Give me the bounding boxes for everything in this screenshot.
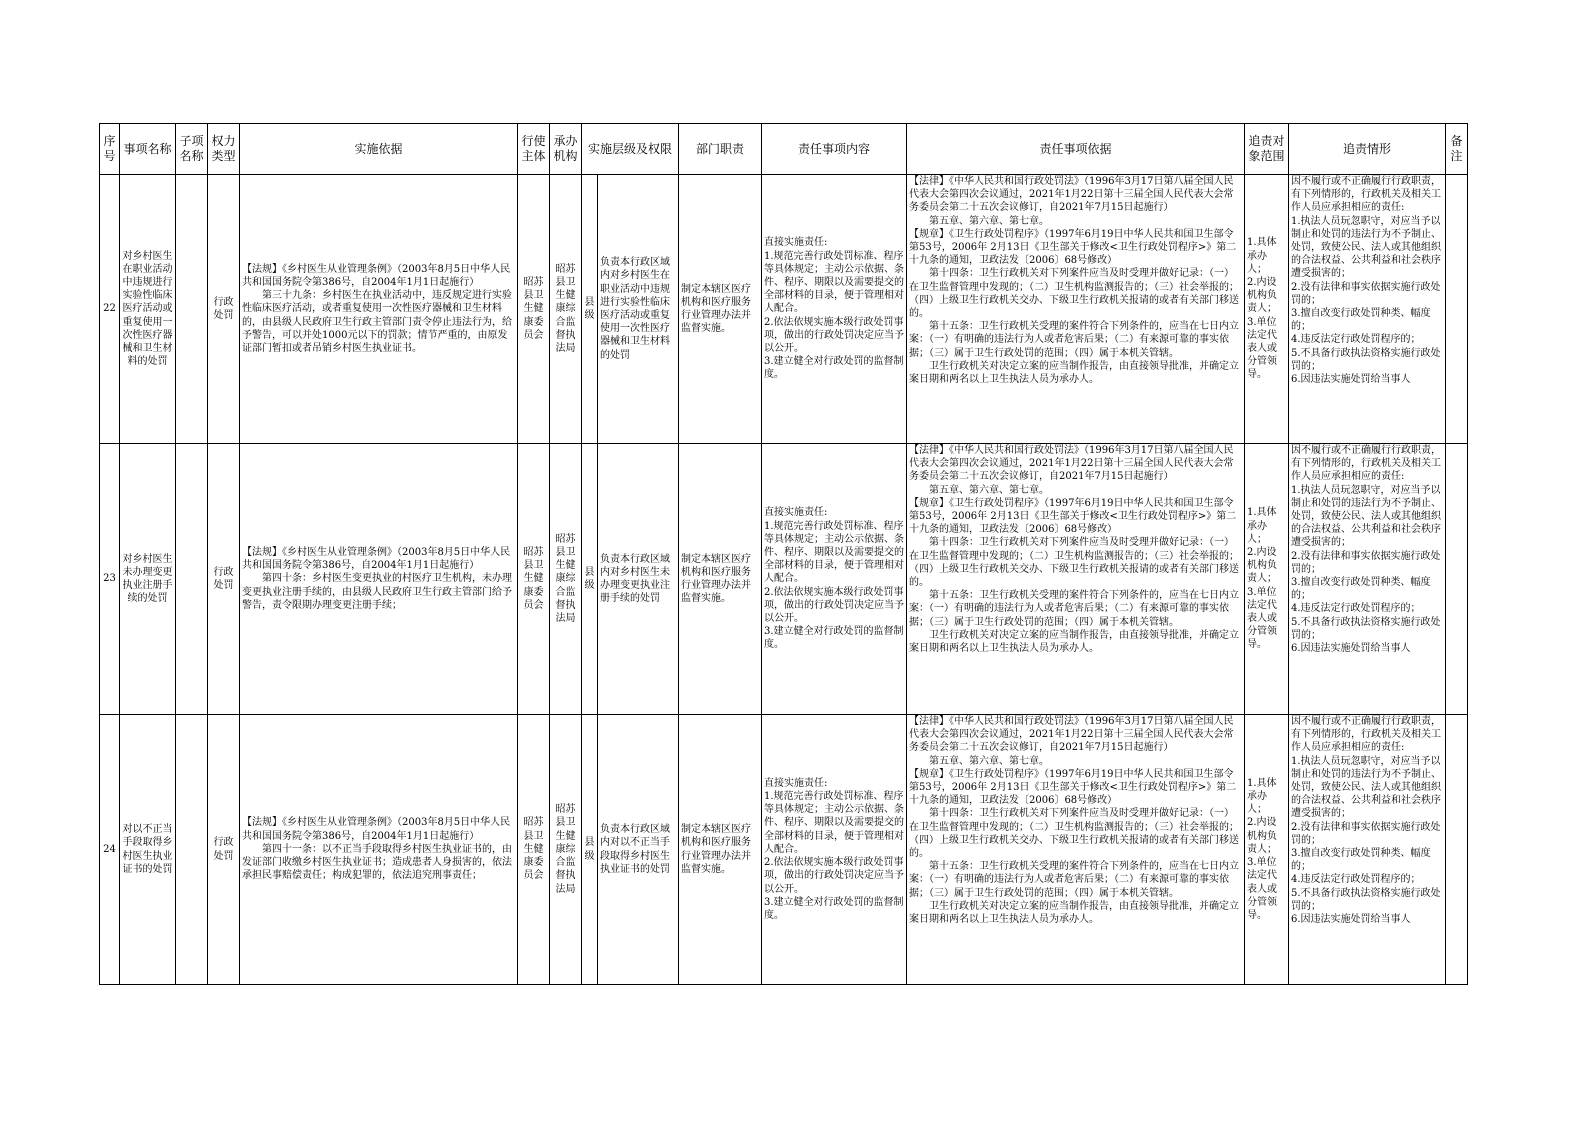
circumstances-text: 因不履行或不正确履行行政职责，有下列情形的，行政机关及相关工作人员应承担相应的责任: 1.执法人员玩忽职守，对应当予以制止和处罚的违法行为不予制止、处罚，致使公民、法人或其他组织的合法权益、公共利益和社会秩序遭受损害的； 2.没有法律和事实依据实施行政处罚的； 3.擅自改变行政处罚种类、幅度的； 4.违反法定行政处罚程序的； 5.不具备行政执法资格实施行政处罚的； 6.因违法实施处罚给当事人 bbox=[1291, 716, 1441, 926]
row-content: 直接实施责任: 1.规范完善行政处罚标准、程序等具体规定；主动公示依据、条件、程序、期限以及需要提交的全部材料的目录，便于管理相对人配合。 2.依法依规实施本级行政处罚事项，做出的行政处罚决定应当予以公开。 3.建立健全对行政处罚的监督制度。 bbox=[762, 175, 907, 444]
header-scope: 追责对象范围 bbox=[1245, 124, 1289, 175]
row-basis bbox=[240, 715, 518, 985]
row-level: 县级 bbox=[582, 444, 598, 715]
header-duty: 部门职责 bbox=[679, 124, 762, 175]
row-level: 县级 bbox=[582, 175, 598, 444]
resp-article-14: 第十四条：卫生行政机关对下列案件应当及时受理并做好记录：（一）在卫生监督管理中发现的；（二）卫生机构监测报告的；（三）社会举报的；（四）上级卫生行政机关交办、下级卫生行政机关报请的或者有关部门移送的。 bbox=[909, 268, 1239, 320]
row-name: 对乡村医生未办理变更执业注册手续的处罚 bbox=[120, 444, 176, 715]
header-row bbox=[100, 124, 1468, 175]
resp-article-16: 卫生行政机关对决定立案的应当制作报告，由直接领导批准，并确定立案日期和两名以上卫生执法人员为承办人。 bbox=[909, 900, 1239, 926]
resp-law: 【法律】《中华人民共和国行政处罚法》（1996年3月17日第八届全国人民代表大会第四次会议通过，2021年1月22日第十三届全国人民代表大会常务委员会第二十五次会议修订，自2021年7月15日起施行） bbox=[909, 716, 1234, 754]
resp-regulation: 【规章】《卫生行政处罚程序》（1997年6月19日中华人民共和国卫生部令第53号，2006年 2月13日《卫生部关于修改<卫生行政处罚程序>》第二十九条的通知，卫政法发〔2006〕68号修改） bbox=[909, 497, 1237, 536]
row-sub bbox=[176, 715, 208, 985]
resp-article-16: 卫生行政机关对决定立案的应当制作报告，由直接领导批准，并确定立案日期和两名以上卫生执法人员为承办人。 bbox=[909, 360, 1239, 386]
row-basis bbox=[240, 175, 518, 444]
resp-article-15: 第十五条：卫生行政机关受理的案件符合下列条件的，应当在七日内立案：（一）有明确的违法行为人或者危害后果；（二）有来源可靠的事实依据；（三）属于卫生行政处罚的范围；（四）属于本机关管辖。 bbox=[909, 861, 1239, 899]
resp-law-chapters: 第五章、第六章、第七章。 bbox=[929, 215, 1049, 227]
row-org: 昭苏县卫生健康综合监督执法局 bbox=[550, 444, 582, 715]
resp-article-16: 卫生行政机关对决定立案的应当制作报告，由直接领导批准，并确定立案日期和两名以上卫生执法人员为承办人。 bbox=[909, 629, 1239, 655]
row-subject: 昭苏县卫生健康委员会 bbox=[518, 715, 550, 985]
table-row bbox=[100, 444, 1468, 715]
row-subject: 昭苏县卫生健康委员会 bbox=[518, 175, 550, 444]
header-subject: 行使主体 bbox=[518, 124, 550, 175]
header-no: 序号 bbox=[100, 124, 120, 175]
row-name: 对乡村医生在职业活动中违规进行实验性临床医疗活动或重复使用一次性医疗器械和卫生材料的处罚 bbox=[120, 175, 176, 444]
circumstances-text: 因不履行或不正确履行行政职责，有下列情形的，行政机关及相关工作人员应承担相应的责任: 1.执法人员玩忽职守，对应当予以制止和处罚的违法行为不予制止、处罚，致使公民、法人或其他组织的合法权益、公共利益和社会秩序遭受损害的； 2.没有法律和事实依据实施行政处罚的； 3.擅自改变行政处罚种类、幅度的； 4.违反法定行政处罚程序的； 5.不具备行政执法资格实施行政处罚的； 6.因违法实施处罚给当事人 bbox=[1291, 176, 1441, 386]
row-type: 行政处罚 bbox=[208, 175, 240, 444]
power-list-table bbox=[99, 123, 1468, 985]
basis-article: 第三十九条：乡村医生在执业活动中，违反规定进行实验性临床医疗活动，或者重复使用一次性医疗器械和卫生材料的，由县级人民政府卫生行政主管部门责令停止违法行为，给予警告，可以并处1000元以下的罚款；情节严重的，由原发证部门暂扣或者吊销乡村医生执业证书。 bbox=[242, 290, 512, 354]
header-level: 实施层级及权限 bbox=[582, 124, 679, 175]
row-name: 对以不正当手段取得乡村医生执业证书的处罚 bbox=[120, 715, 176, 985]
resp-article-14: 第十四条：卫生行政机关对下列案件应当及时受理并做好记录：（一）在卫生监督管理中发现的；（二）卫生机构监测报告的；（三）社会举报的；（四）上级卫生行政机关交办、下级卫生行政机关报请的或者有关部门移送的。 bbox=[909, 808, 1239, 860]
header-basis: 实施依据 bbox=[240, 124, 518, 175]
row-sub bbox=[176, 175, 208, 444]
row-duty: 制定本辖区医疗机构和医疗服务行业管理办法并监督实施。 bbox=[679, 175, 762, 444]
row-authority: 负责本行政区域内对乡村医生未办理变更执业注册手续的处罚 bbox=[598, 444, 679, 715]
basis-title: 【法规】《乡村医生从业管理条例》（2003年8月5日中华人民共和国国务院令第386号，自2004年1月1日起施行） bbox=[242, 263, 511, 288]
row-type: 行政处罚 bbox=[208, 444, 240, 715]
row-note bbox=[1446, 715, 1468, 985]
row-circumstances bbox=[1289, 715, 1446, 985]
row-resp-basis bbox=[907, 444, 1245, 715]
basis-title: 【法规】《乡村医生从业管理条例》（2003年8月5日中华人民共和国国务院令第386号，自2004年1月1日起施行） bbox=[242, 546, 511, 572]
row-resp-basis bbox=[907, 175, 1245, 444]
header-type: 权力类型 bbox=[208, 124, 240, 175]
row-note bbox=[1446, 444, 1468, 715]
header-content: 责任事项内容 bbox=[762, 124, 907, 175]
row-resp-basis bbox=[907, 715, 1245, 985]
row-authority: 负责本行政区域内对以不正当手段取得乡村医生执业证书的处罚 bbox=[598, 715, 679, 985]
basis-title: 【法规】《乡村医生从业管理条例》（2003年8月5日中华人民共和国国务院令第386号，自2004年1月1日起施行） bbox=[242, 817, 511, 842]
row-no: 22 bbox=[100, 175, 120, 444]
resp-law-chapters: 第五章、第六章、第七章。 bbox=[929, 484, 1049, 496]
resp-article-15: 第十五条：卫生行政机关受理的案件符合下列条件的，应当在七日内立案：（一）有明确的违法行为人或者危害后果；（二）有来源可靠的事实依据；（三）属于卫生行政处罚的范围；（四）属于本机关管辖。 bbox=[909, 321, 1239, 359]
row-content: 直接实施责任: 1.规范完善行政处罚标准、程序等具体规定；主动公示依据、条件、程序、期限以及需要提交的全部材料的目录，便于管理相对人配合。 2.依法依规实施本级行政处罚事项，做出的行政处罚决定应当予以公开。 3.建立健全对行政处罚的监督制度。 bbox=[762, 444, 907, 715]
header-sub: 子项名称 bbox=[176, 124, 208, 175]
resp-article-15: 第十五条：卫生行政机关受理的案件符合下列条件的，应当在七日内立案：（一）有明确的违法行为人或者危害后果；（二）有来源可靠的事实依据；（三）属于卫生行政处罚的范围；（四）属于本机关管辖。 bbox=[909, 590, 1239, 628]
row-duty: 制定本辖区医疗机构和医疗服务行业管理办法并监督实施。 bbox=[679, 715, 762, 985]
resp-law: 【法律】《中华人民共和国行政处罚法》（1996年3月17日第八届全国人民代表大会第四次会议通过，2021年1月22日第十三届全国人民代表大会常务委员会第二十五次会议修订，自2021年7月15日起施行） bbox=[909, 176, 1234, 214]
row-org: 昭苏县卫生健康综合监督执法局 bbox=[550, 715, 582, 985]
row-sub bbox=[176, 444, 208, 715]
header-resp-basis: 责任事项依据 bbox=[907, 124, 1245, 175]
row-scope: 1.具体承办人； 2.内设机构负责人； 3.单位法定代表人或分管领导。 bbox=[1245, 175, 1289, 444]
table-row bbox=[100, 715, 1468, 985]
resp-regulation: 【规章】《卫生行政处罚程序》（1997年6月19日中华人民共和国卫生部令第53号，2006年 2月13日《卫生部关于修改<卫生行政处罚程序>》第二十九条的通知，卫政法发〔2006〕68号修改） bbox=[909, 228, 1237, 267]
row-scope: 1.具体承办人； 2.内设机构负责人； 3.单位法定代表人或分管领导。 bbox=[1245, 715, 1289, 985]
row-no: 23 bbox=[100, 444, 120, 715]
header-circumstances: 追责情形 bbox=[1289, 124, 1446, 175]
basis-article: 第四十一条：以不正当手段取得乡村医生执业证书的，由发证部门收缴乡村医生执业证书；造成患者人身损害的，依法承担民事赔偿责任；构成犯罪的，依法追究刑事责任； bbox=[242, 843, 512, 882]
header-org: 承办机构 bbox=[550, 124, 582, 175]
row-content: 直接实施责任: 1.规范完善行政处罚标准、程序等具体规定；主动公示依据、条件、程序、期限以及需要提交的全部材料的目录，便于管理相对人配合。 2.依法依规实施本级行政处罚事项，做出的行政处罚决定应当予以公开。 3.建立健全对行政处罚的监督制度。 bbox=[762, 715, 907, 985]
header-name: 事项名称 bbox=[120, 124, 176, 175]
row-note bbox=[1446, 175, 1468, 444]
row-subject: 昭苏县卫生健康委员会 bbox=[518, 444, 550, 715]
row-circumstances bbox=[1289, 444, 1446, 715]
row-level: 县级 bbox=[582, 715, 598, 985]
resp-regulation: 【规章】《卫生行政处罚程序》（1997年6月19日中华人民共和国卫生部令第53号，2006年 2月13日《卫生部关于修改<卫生行政处罚程序>》第二十九条的通知，卫政法发〔2006〕68号修改） bbox=[909, 768, 1237, 807]
circumstances-text: 因不履行或不正确履行行政职责，有下列情形的，行政机关及相关工作人员应承担相应的责任: 1.执法人员玩忽职守，对应当予以制止和处罚的违法行为不予制止、处罚，致使公民、法人或其他组织的合法权益、公共利益和社会秩序遭受损害的； 2.没有法律和事实依据实施行政处罚的； 3.擅自改变行政处罚种类、幅度的； 4.违反法定行政处罚程序的； 5.不具备行政执法资格实施行政处罚的； 6.因违法实施处罚给当事人 bbox=[1291, 445, 1441, 655]
row-duty: 制定本辖区医疗机构和医疗服务行业管理办法并监督实施。 bbox=[679, 444, 762, 715]
table-row bbox=[100, 175, 1468, 444]
row-basis bbox=[240, 444, 518, 715]
row-no: 24 bbox=[100, 715, 120, 985]
resp-article-14: 第十四条：卫生行政机关对下列案件应当及时受理并做好记录：（一）在卫生监督管理中发现的；（二）卫生机构监测报告的；（三）社会举报的；（四）上级卫生行政机关交办、下级卫生行政机关报请的或者有关部门移送的。 bbox=[909, 537, 1239, 589]
row-circumstances bbox=[1289, 175, 1446, 444]
row-org: 昭苏县卫生健康综合监督执法局 bbox=[550, 175, 582, 444]
row-authority: 负责本行政区域内对乡村医生在职业活动中违规进行实验性临床医疗活动或重复使用一次性医疗器械和卫生材料的处罚 bbox=[598, 175, 679, 444]
resp-law: 【法律】《中华人民共和国行政处罚法》（1996年3月17日第八届全国人民代表大会第四次会议通过，2021年1月22日第十三届全国人民代表大会常务委员会第二十五次会议修订，自2021年7月15日起施行） bbox=[909, 445, 1234, 483]
row-scope: 1.具体承办人； 2.内设机构负责人； 3.单位法定代表人或分管领导。 bbox=[1245, 444, 1289, 715]
row-type: 行政处罚 bbox=[208, 715, 240, 985]
header-note: 备注 bbox=[1446, 124, 1468, 175]
resp-law-chapters: 第五章、第六章、第七章。 bbox=[929, 755, 1049, 767]
basis-article: 第四十条：乡村医生变更执业的村医疗卫生机构，未办理变更执业注册手续的，由县级人民政府卫生行政主管部门给予警告，责令限期办理变更注册手续； bbox=[242, 573, 512, 611]
